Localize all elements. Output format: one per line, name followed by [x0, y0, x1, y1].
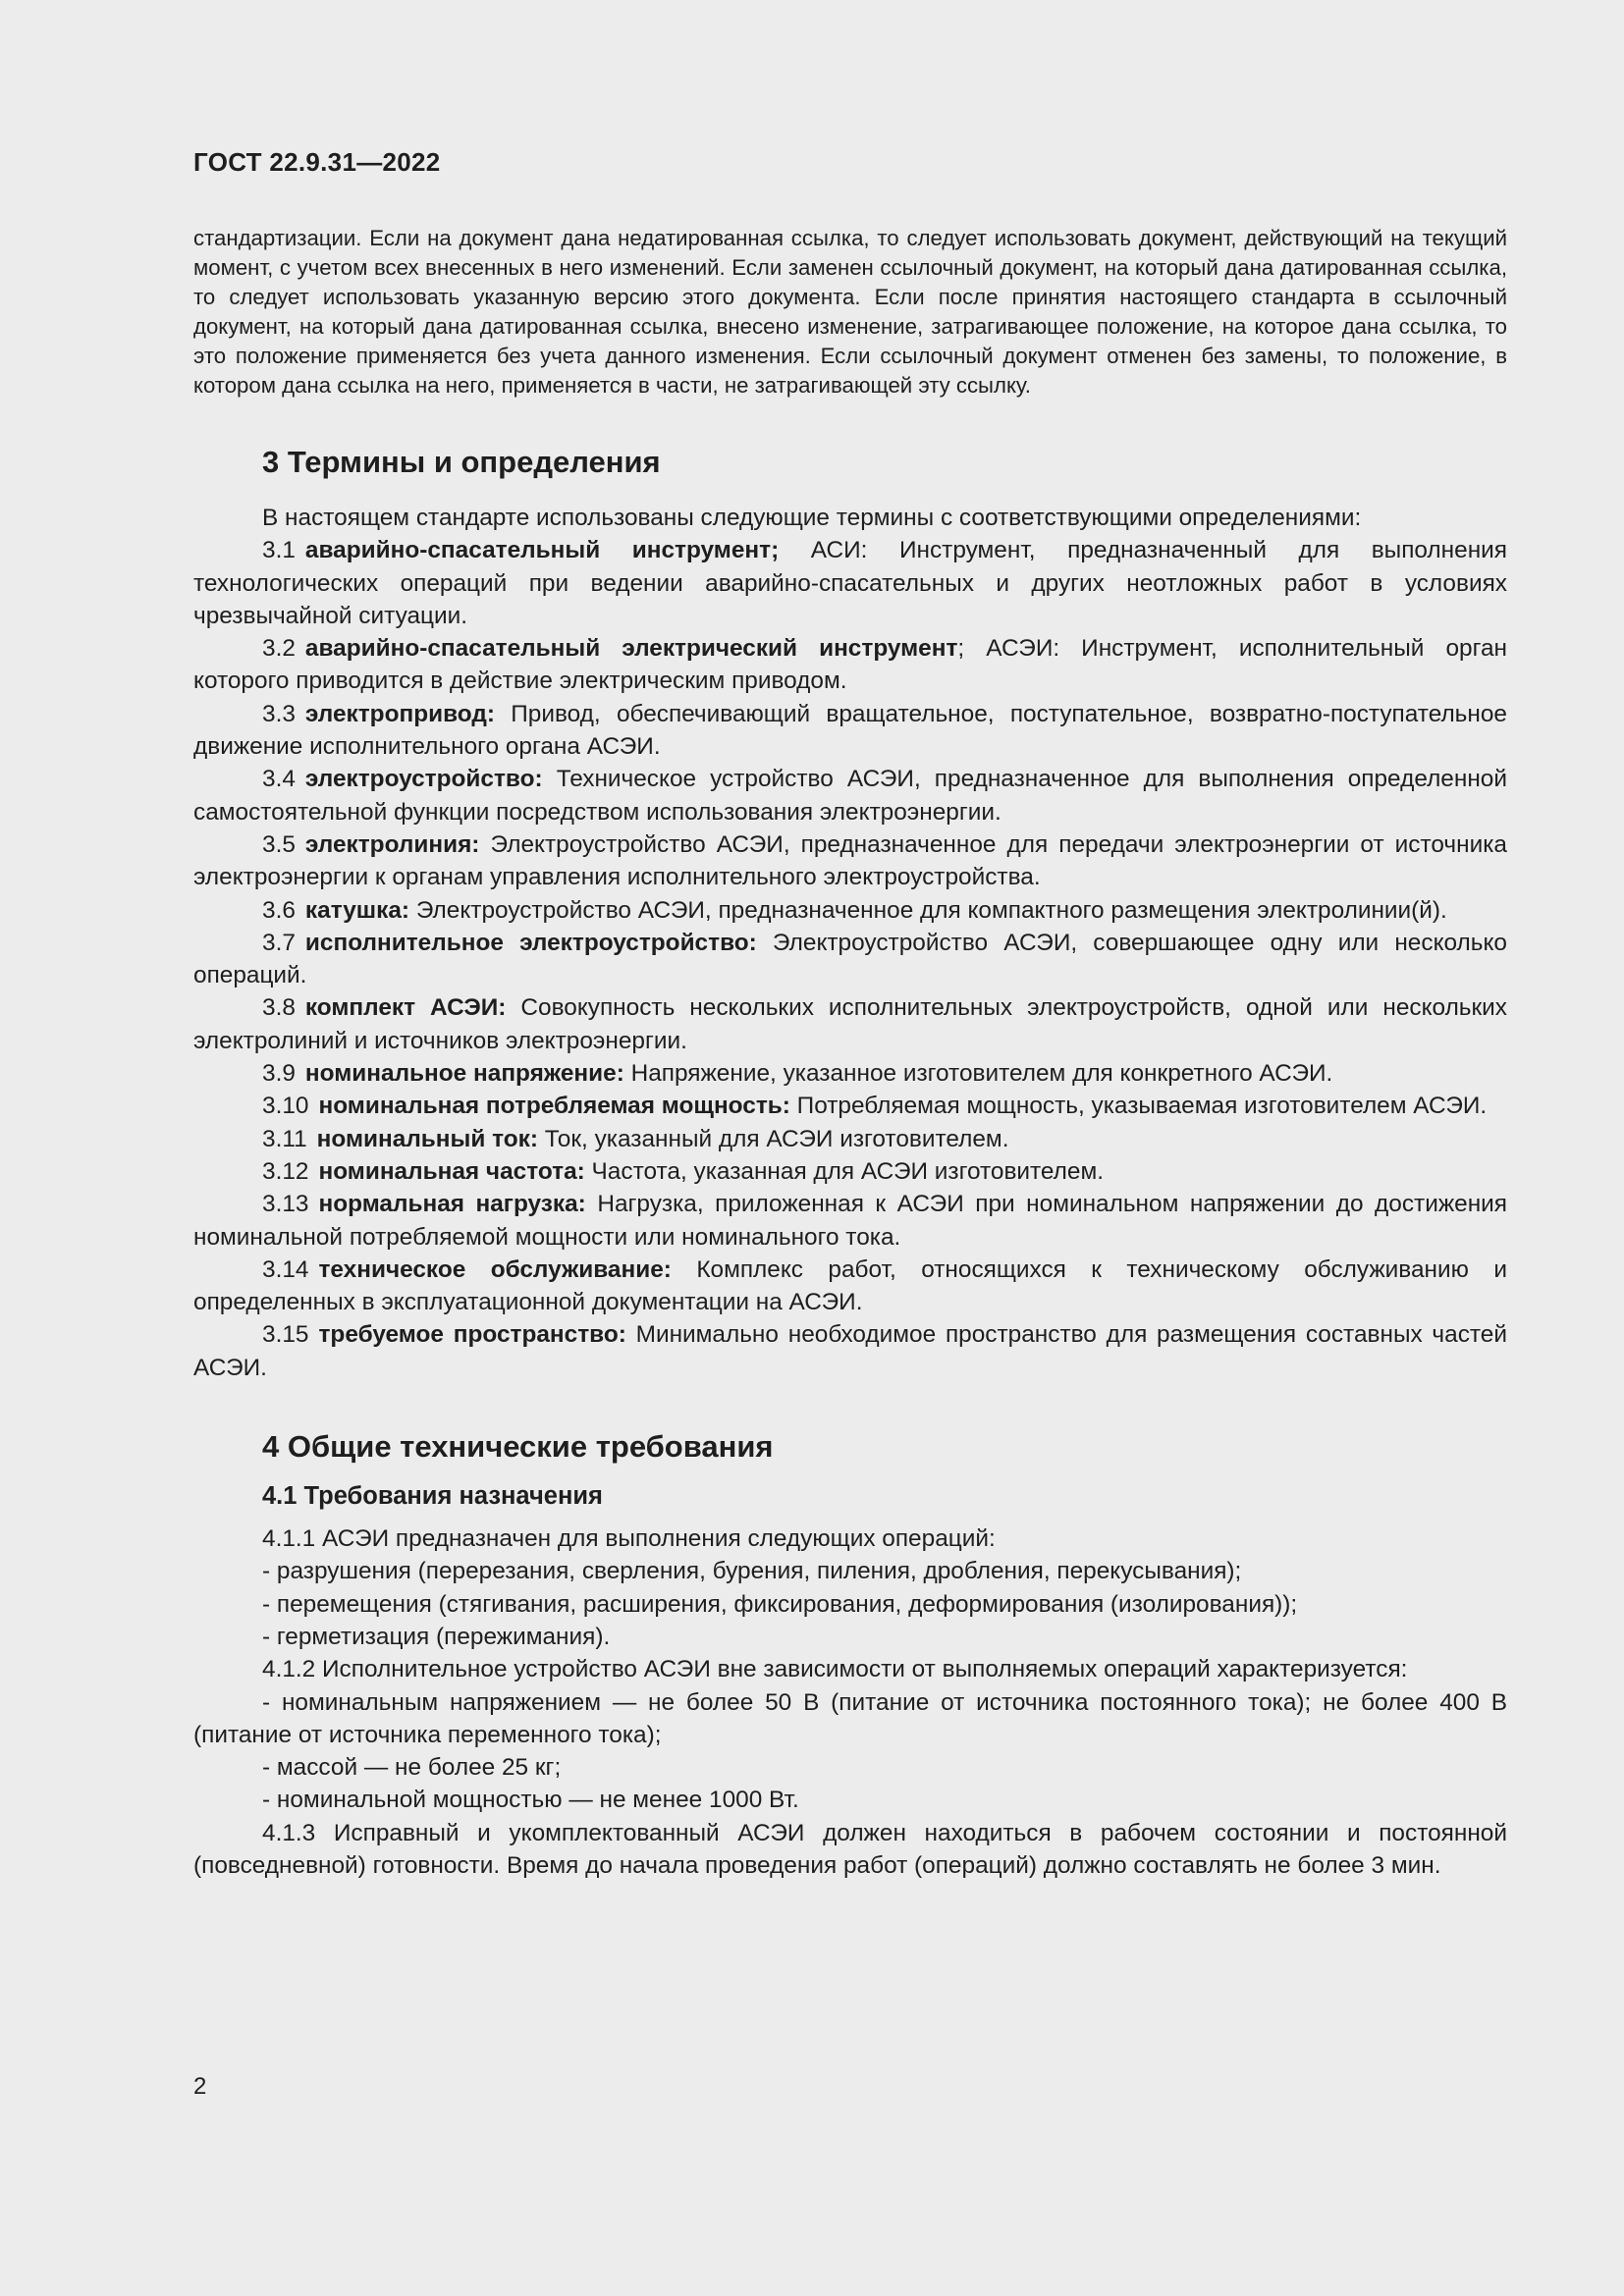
term-name: нормальная нагрузка:: [318, 1191, 586, 1218]
term-definition: Электроустройство АСЭИ, предназначенное для компактного размещения электролинии(й).: [415, 896, 1447, 924]
list-item: - разрушения (перерезания, сверления, бурения, пиления, дробления, перекусывания);: [262, 1558, 1242, 1585]
paragraph-4-1-3: 4.1.3 Исправный и укомплектованный АСЭИ должен находиться в рабочем состоянии и постоянной (повседневной) готовности. Время до начала проведения работ (операций) должно составлять не более 3 мин.: [193, 1819, 1507, 1879]
term-item: [193, 763, 1507, 828]
term-item: [193, 632, 1507, 698]
term-item: [193, 828, 1507, 894]
term-item: [193, 1318, 1507, 1384]
term-definition: Комплекс работ, относящихся к техническому обслуживанию и определенных в эксплуатационной документации на АСЭИ.: [193, 1255, 1507, 1316]
section-4-body: [193, 1522, 1507, 1882]
standard-header: ГОСТ 22.9.31—2022: [193, 147, 441, 177]
term-name: номинальное напряжение:: [304, 1060, 624, 1088]
term-definition: Электроустройство АСЭИ, предназначенное для передачи электроэнергии от источника электроэнергии к органам управления исполнительного электроустройства.: [193, 830, 1507, 891]
term-name: номинальный ток:: [316, 1125, 538, 1152]
term-name: электроустройство:: [304, 766, 543, 793]
term-definition: Совокупность нескольких исполнительных электроустройств, одной или нескольких электролиний и источников электроэнергии.: [193, 994, 1507, 1054]
term-name: аварийно-спасательный инструмент;: [304, 537, 780, 564]
term-name: требуемое пространство:: [318, 1321, 626, 1349]
section-3-title: 3 Термины и определения: [262, 445, 661, 479]
term-definition: Минимально необходимое пространство для размещения составных частей АСЭИ.: [193, 1321, 1507, 1381]
term-definition: Ток, указанный для АСЭИ изготовителем.: [544, 1125, 1009, 1152]
term-name: техническое обслуживание:: [318, 1255, 672, 1283]
term-item: [193, 1123, 1507, 1155]
intro-paragraph: стандартизации. Если на документ дана недатированная ссылка, то следует использовать документ, действующий на текущий момент, с учетом всех внесенных в него изменений. Если заменен ссылочный документ, на который дана датированная ссылка, то следует использовать указанную версию этого документа. Если после принятия настоящего стандарта в ссылочный документ, на который дана датированная ссылка, внесено изменение, затрагивающее положение, на которое дана ссылка, то это положение применяется без учета данного изменения. Если ссылочный документ отменен без замены, то положение, в котором дана ссылка на него, применяется в части, не затрагивающей эту ссылку.: [193, 226, 1507, 398]
term-definition: Частота, указанная для АСЭИ изготовителем.: [591, 1157, 1105, 1185]
term-name: комплект АСЭИ:: [304, 994, 507, 1022]
term-number: 3.10: [262, 1093, 309, 1120]
term-definition: АСИ: Инструмент, предназначенный для выполнения технологических операций при ведении аварийно-спасательных и других неотложных работ в условиях чрезвычайной ситуации.: [193, 537, 1507, 629]
list-item: - перемещения (стягивания, расширения, фиксирования, деформирования (изолирования));: [262, 1590, 1298, 1618]
term-item: [193, 534, 1507, 632]
list-item: - номинальным напряжением — не более 50 В (питание от источника постоянного тока); не более 400 В (питание от источника переменного тока);: [193, 1688, 1507, 1748]
term-item: [193, 927, 1507, 992]
term-item: [193, 894, 1507, 927]
term-definition: Нагрузка, приложенная к АСЭИ при номинальном напряжении до достижения номинальной потребляемой мощности или номинального тока.: [193, 1191, 1507, 1251]
terms-list: [193, 534, 1507, 1384]
list-item: - герметизация (пережимания).: [262, 1623, 611, 1650]
term-definition: Электроустройство АСЭИ, совершающее одну или несколько операций.: [193, 929, 1507, 989]
section-3-lead: В настоящем стандарте использованы следующие термины с соответствующими определениями:: [262, 505, 1362, 531]
term-number: 3.6: [262, 896, 296, 924]
term-name: электролиния:: [304, 830, 480, 858]
page-content: [193, 224, 1507, 1882]
term-item: [193, 1188, 1507, 1254]
term-name: аварийно-спасательный электрический инструмент: [304, 635, 958, 663]
term-definition: Привод, обеспечивающий вращательное, поступательное, возвратно-поступательное движение исполнительного органа АСЭИ.: [193, 700, 1507, 761]
term-item: [193, 1057, 1507, 1090]
term-definition: ; АСЭИ: Инструмент, исполнительный орган которого приводится в действие электрическим приводом.: [193, 635, 1507, 695]
list-item: - массой — не более 25 кг;: [262, 1754, 562, 1782]
term-number: 3.8: [262, 994, 296, 1022]
term-number: 3.9: [262, 1060, 296, 1088]
term-number: 3.1: [262, 537, 296, 564]
term-item: [193, 698, 1507, 764]
page-number: 2: [193, 2073, 207, 2100]
paragraph-4-1-1: 4.1.1 АСЭИ предназначен для выполнения следующих операций:: [262, 1525, 996, 1553]
term-number: 3.3: [262, 700, 296, 727]
term-name: катушка:: [304, 896, 410, 924]
term-name: номинальная потребляемая мощность:: [318, 1093, 790, 1120]
term-item: [193, 1090, 1507, 1122]
term-name: исполнительное электроустройство:: [304, 929, 757, 956]
list-item: - номинальной мощностью — не менее 1000 Вт.: [262, 1787, 799, 1814]
term-item: [193, 991, 1507, 1057]
section-4-title: 4 Общие технические требования: [262, 1429, 774, 1465]
term-name: номинальная частота:: [318, 1157, 585, 1185]
term-item: [193, 1155, 1507, 1188]
term-number: 3.7: [262, 929, 296, 956]
term-definition: Потребляемая мощность, указываемая изготовителем АСЭИ.: [796, 1093, 1488, 1120]
term-item: [193, 1254, 1507, 1319]
term-number: 3.5: [262, 830, 296, 858]
term-number: 3.12: [262, 1157, 309, 1185]
term-number: 3.13: [262, 1191, 309, 1218]
term-number: 3.15: [262, 1321, 309, 1349]
subsection-4-1-title: 4.1 Требования назначения: [262, 1482, 603, 1511]
term-number: 3.2: [262, 635, 296, 663]
term-definition: Напряжение, указанное изготовителем для конкретного АСЭИ.: [630, 1060, 1333, 1088]
term-number: 3.11: [262, 1125, 307, 1152]
term-number: 3.14: [262, 1255, 309, 1283]
paragraph-4-1-2: 4.1.2 Исполнительное устройство АСЭИ вне зависимости от выполняемых операций характеризуется:: [262, 1656, 1408, 1683]
term-name: электропривод:: [304, 700, 495, 727]
term-number: 3.4: [262, 766, 296, 793]
term-definition: Техническое устройство АСЭИ, предназначенное для выполнения определенной самостоятельной функции посредством использования электроэнергии.: [193, 766, 1507, 826]
